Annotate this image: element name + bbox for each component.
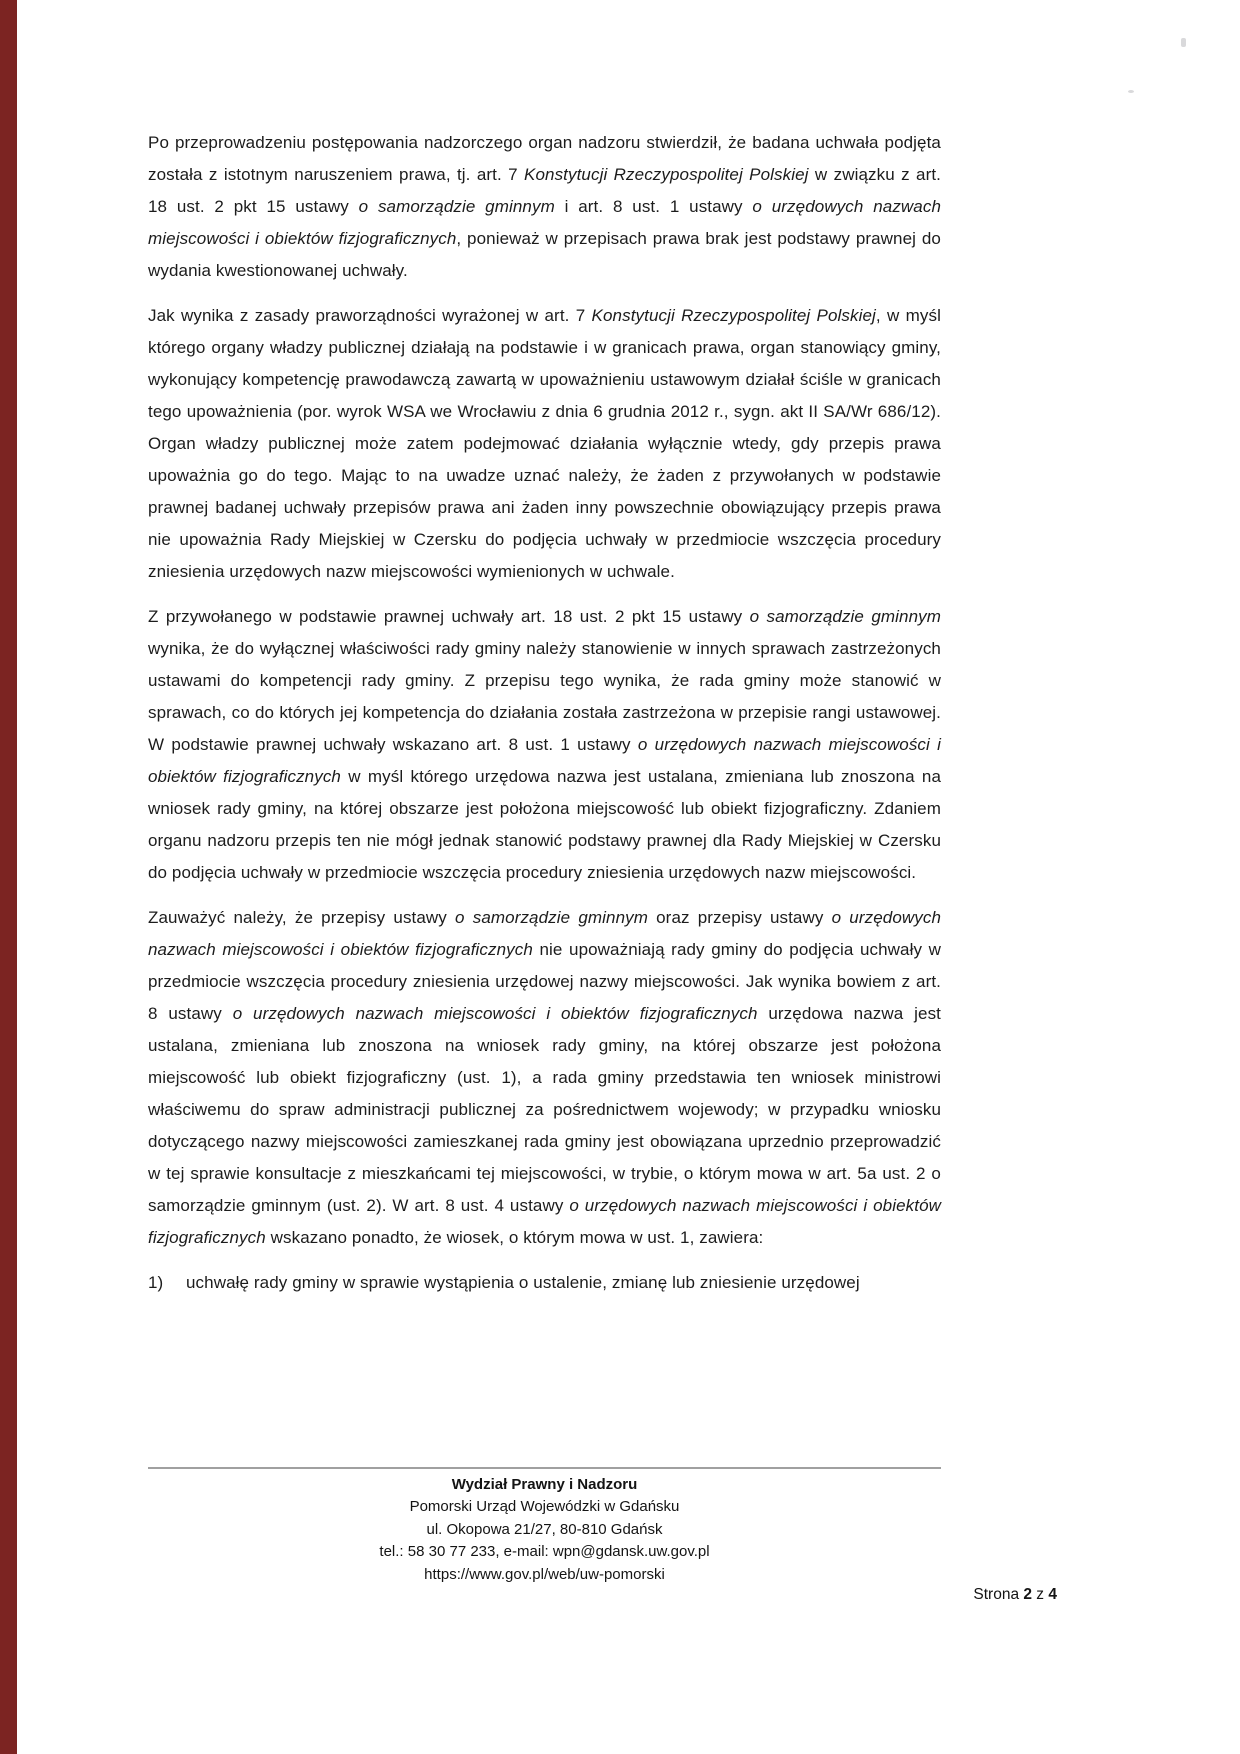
page-number-separator: z <box>1032 1586 1049 1603</box>
page-number <box>973 1586 1057 1604</box>
page-number-current: 2 <box>1023 1586 1032 1603</box>
list-item-text: uchwałę rady gminy w sprawie wystąpienia o ustalenie, zmianę lub zniesienie urzędowej <box>186 1273 860 1292</box>
paragraph-statutory-provisions: Zauważyć należy, że przepisy ustawy o samorządzie gminnym oraz przepisy ustawy o urzędowych nazwach miejscowości i obiektów fizjograficznych nie upoważniają rady gminy do podjęcia uchwały w przedmiocie wszczęcia procedury zniesienia urzędowej nazwy miejscowości. Jak wynika bowiem z art. 8 ustawy o urzędowych nazwach miejscowości i obiektów fizjograficznych urzędowa nazwa jest ustalana, zmieniana lub znoszona na wniosek rady gminy, na której obszarze jest położona miejscowość lub obiekt fizjograficzny (ust. 1), a rada gminy przedstawia ten wniosek ministrowi właściwemu do spraw administracji publicznej za pośrednictwem wojewody; w przypadku wniosku dotyczącego nazwy miejscowości zamieszkanej rada gminy jest obowiązana uprzednio przeprowadzić w tej sprawie konsultacje z mieszkańcami tej miejscowości, w trybie, o którym mowa w art. 5a ust. 2 o samorządzie gminnym (ust. 2). W art. 8 ust. 4 ustawy o urzędowych nazwach miejscowości i obiektów fizjograficznych wskazano ponadto, że wiosek, o którym mowa w ust. 1, zawiera: <box>148 908 942 1247</box>
left-binding-stripe <box>0 0 17 1754</box>
footer-divider <box>148 1467 941 1469</box>
document-body <box>148 127 941 1299</box>
scan-artifact <box>1181 38 1186 47</box>
paragraph-legal-basis-analysis: Z przywołanego w podstawie prawnej uchwały art. 18 ust. 2 pkt 15 ustawy o samorządzie gminnym wynika, że do wyłącznej właściwości rady gminy należy stanowienie w innych sprawach zastrzeżonych ustawami do kompetencji rady gminy. Z przepisu tego wynika, że rada gminy może stanowić w sprawach, co do których jej kompetencja do działania została zastrzeżona w przepisie rangi ustawowej. W podstawie prawnej uchwały wskazano art. 8 ust. 1 ustawy o urzędowych nazwach miejscowości i obiektów fizjograficznych w myśl którego urzędowa nazwa jest ustalana, zmieniana lub znoszona na wniosek rady gminy, na której obszarze jest położona miejscowość lub obiekt fizjograficzny. Zdaniem organu nadzoru przepis ten nie mógł jednak stanowić podstawy prawnej dla Rady Miejskiej w Czersku do podjęcia uchwały w przedmiocie wszczęcia procedury zniesienia urzędowych nazw miejscowości. <box>148 607 942 882</box>
page-number-label: Strona <box>973 1586 1024 1603</box>
paragraph-rule-of-law: Jak wynika z zasady praworządności wyrażonej w art. 7 Konstytucji Rzeczypospolitej Polskiej, w myśl którego organy władzy publicznej działają na podstawie i w granicach prawa, organ stanowiący gminy, wykonujący kompetencję prawodawczą zawartą w upoważnieniu ustawowym działał ściśle w granicach tego upoważnienia (por. wyrok WSA we Wrocławiu z dnia 6 grudnia 2012 r., sygn. akt II SA/Wr 686/12). Organ władzy publicznej może zatem podejmować działania wyłącznie wtedy, gdy przepis prawa upoważnia go do tego. Mając to na uwadze uznać należy, że żaden z przywołanych w podstawie prawnej badanej uchwały przepisów prawa ani żaden inny powszechnie obowiązujący przepis prawa nie upoważnia Rady Miejskiej w Czersku do podjęcia uchwały w przedmiocie wszczęcia procedury zniesienia urzędowych nazw miejscowości wymienionych w uchwale. <box>148 306 941 581</box>
footer-address: ul. Okopowa 21/27, 80-810 Gdańsk <box>426 1520 663 1538</box>
footer-contact: tel.: 58 30 77 233, e-mail: wpn@gdansk.uw.gov.pl <box>379 1543 710 1561</box>
paragraph-supervision-finding: Po przeprowadzeniu postępowania nadzorczego organ nadzoru stwierdził, że badana uchwała podjęta została z istotnym naruszeniem prawa, tj. art. 7 Konstytucji Rzeczypospolitej Polskiej w związku z art. 18 ust. 2 pkt 15 ustawy o samorządzie gminnym i art. 8 ust. 1 ustawy o urzędowych nazwach miejscowości i obiektów fizjograficznych, ponieważ w przepisach prawa brak jest podstawy prawnej do wydania kwestionowanej uchwały. <box>148 133 942 280</box>
list-item <box>148 1267 941 1299</box>
scan-artifact <box>1128 90 1134 93</box>
footer <box>148 1474 941 1586</box>
footer-office: Pomorski Urząd Wojewódzki w Gdańsku <box>409 1498 680 1516</box>
list-item-marker: 1) <box>148 1273 164 1292</box>
footer-website: https://www.gov.pl/web/uw-pomorski <box>424 1565 665 1583</box>
page-number-total: 4 <box>1048 1586 1057 1603</box>
footer-department: Wydział Prawny i Nadzoru <box>451 1476 638 1493</box>
